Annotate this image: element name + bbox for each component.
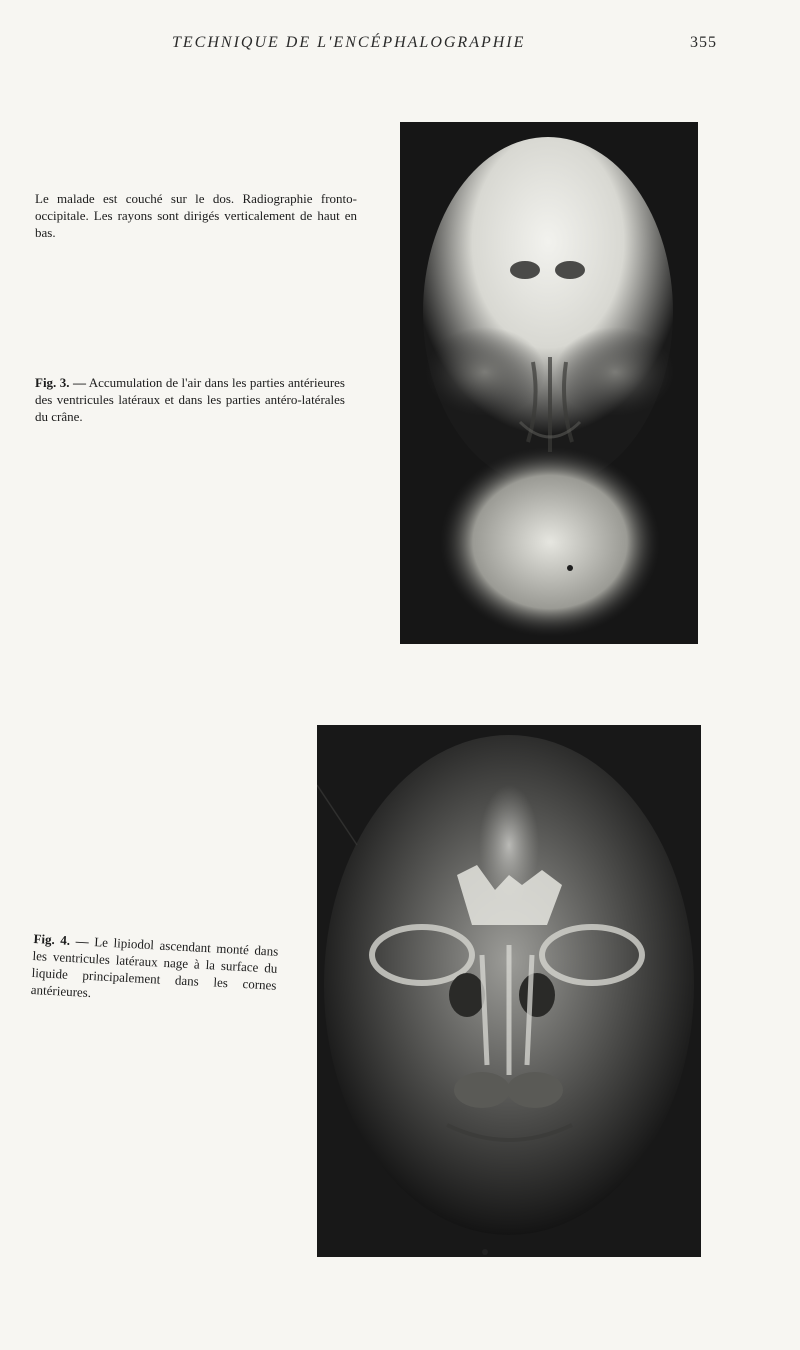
- page-header: [0, 34, 800, 64]
- figure-3-caption: [35, 374, 345, 425]
- figure-4-label: Fig. 4. —: [33, 930, 90, 949]
- figure-3-radiograph: [400, 122, 698, 644]
- radiograph-lipiodol-image: [317, 725, 701, 1257]
- figure-3-text: Accumulation de l'air dans les parties antérieures des ventricules latéraux et dans les parties antéro-latérales du crâne.: [35, 375, 345, 424]
- running-title: TECHNIQUE DE L'ENCÉPHALOGRAPHIE: [172, 34, 526, 51]
- setup-caption: Le malade est couché sur le dos. Radiographie fronto-occipitale. Les rayons sont dirigés verticalement de haut en bas.: [35, 191, 357, 240]
- radiograph-skull-air-image: [400, 122, 698, 644]
- figure-4-caption: [30, 930, 278, 1011]
- figure-3-label: Fig. 3. —: [35, 375, 86, 390]
- figure-4-radiograph: [317, 725, 701, 1257]
- page-number: 355: [690, 34, 717, 51]
- figure-4-text: Le lipiodol ascendant monté dans les ventricules latéraux nage à la surface du liquide principalement dans les cornes antérieures.: [30, 934, 279, 1001]
